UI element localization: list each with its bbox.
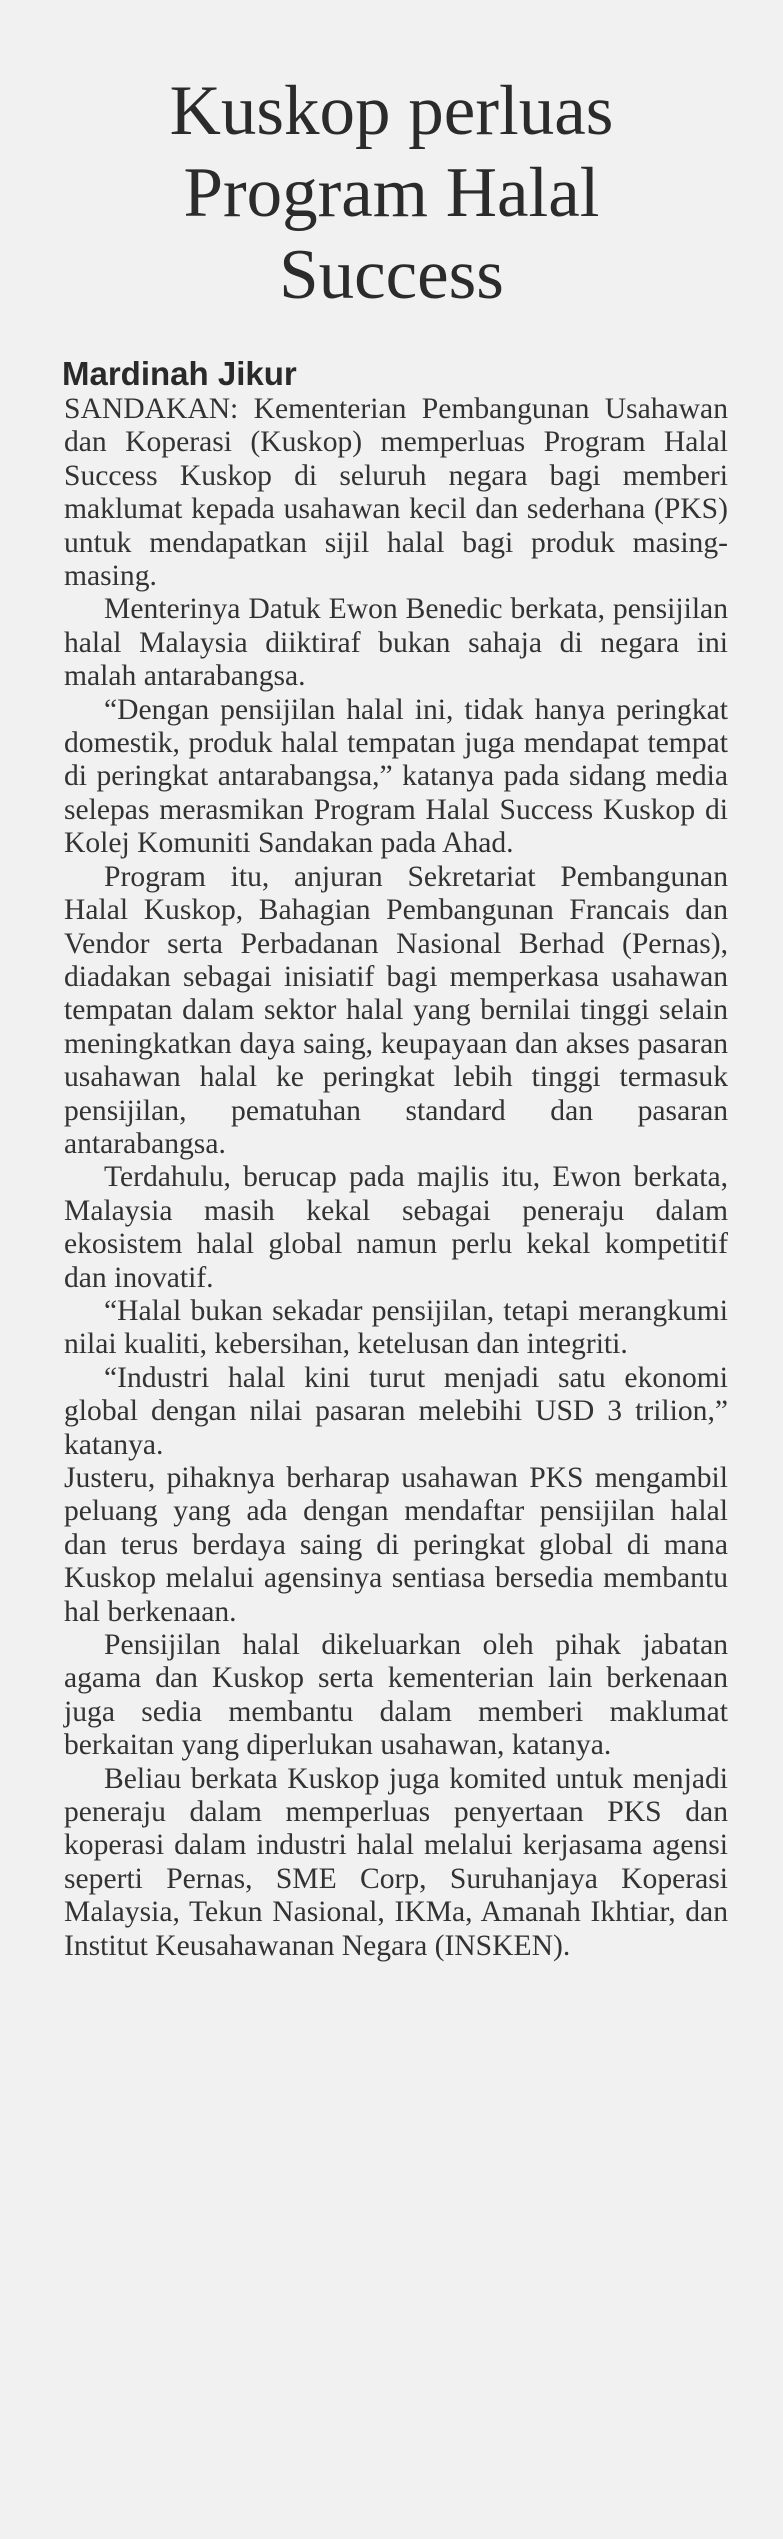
headline-line: Program Halal: [183, 154, 600, 232]
author-byline: Mardinah Jikur: [62, 355, 297, 392]
paragraph: Beliau berkata Kuskop juga komited untuk menjadi peneraju dalam memperluas penyertaan PKS dan koperasi dalam industri halal melalui kerjasama agensi seperti Pernas, SME Corp, Suruhanjaya Koperasi Malaysia, Tekun Nasional, IKMa, Amanah Ikhtiar, dan Institut Keusahawanan Negara (INSKEN).: [64, 1762, 728, 1962]
paragraph: “Industri halal kini turut menjadi satu ekonomi global dengan nilai pasaran melebihi USD 3 trilion,” katanya.: [64, 1361, 728, 1461]
headline: [40, 70, 743, 316]
paragraph: Menterinya Datuk Ewon Benedic berkata, pensijilan halal Malaysia diiktiraf bukan sahaja di negara ini malah antarabangsa.: [64, 593, 728, 693]
headline-line: Success: [279, 236, 504, 314]
paragraph: “Halal bukan sekadar pensijilan, tetapi merangkumi nilai kualiti, kebersihan, ketelusan dan integriti.: [64, 1294, 728, 1361]
paragraph: “Dengan pensijilan halal ini, tidak hanya peringkat domestik, produk halal tempatan juga mendapat tempat di peringkat antarabangsa,” katanya pada sidang media selepas merasmikan Program Halal Success Kuskop di Kolej Komuniti Sandakan pada Ahad.: [64, 693, 728, 860]
article-body: [64, 393, 728, 1963]
paragraph: Terdahulu, berucap pada majlis itu, Ewon berkata, Malaysia masih kekal sebagai peneraju dalam ekosistem halal global namun perlu kekal kompetitif dan inovatif.: [64, 1161, 728, 1294]
headline-line: Kuskop perluas: [169, 72, 614, 150]
paragraph: Pensijilan halal dikeluarkan oleh pihak jabatan agama dan Kuskop serta kementerian lain berkenaan juga sedia membantu dalam memberi maklumat berkaitan yang diperlukan usahawan, katanya.: [64, 1629, 728, 1762]
paragraph: Program itu, anjuran Sekretariat Pembangunan Halal Kuskop, Bahagian Pembangunan Francais dan Vendor serta Perbadanan Nasional Berhad (Pernas), diadakan sebagai inisiatif bagi memperkasa usahawan tempatan dalam sektor halal yang bernilai tinggi selain meningkatkan daya saing, keupayaan dan akses pasaran usahawan halal ke peringkat lebih tinggi termasuk pensijilan, pematuhan standard dan pasaran antarabangsa.: [64, 860, 728, 1160]
paragraph: Justeru, pihaknya berharap usahawan PKS mengambil peluang yang ada dengan mendaftar pensijilan halal dan terus berdaya saing di peringkat global di mana Kuskop melalui agensinya sentiasa bersedia membantu hal berkenaan.: [64, 1462, 728, 1628]
paragraph: SANDAKAN: Kementerian Pembangunan Usahawan dan Koperasi (Kuskop) memperluas Program Halal Success Kuskop di seluruh negara bagi memberi maklumat kepada usahawan kecil dan sederhana (PKS) untuk mendapatkan sijil halal bagi produk masing-masing.: [64, 393, 728, 593]
